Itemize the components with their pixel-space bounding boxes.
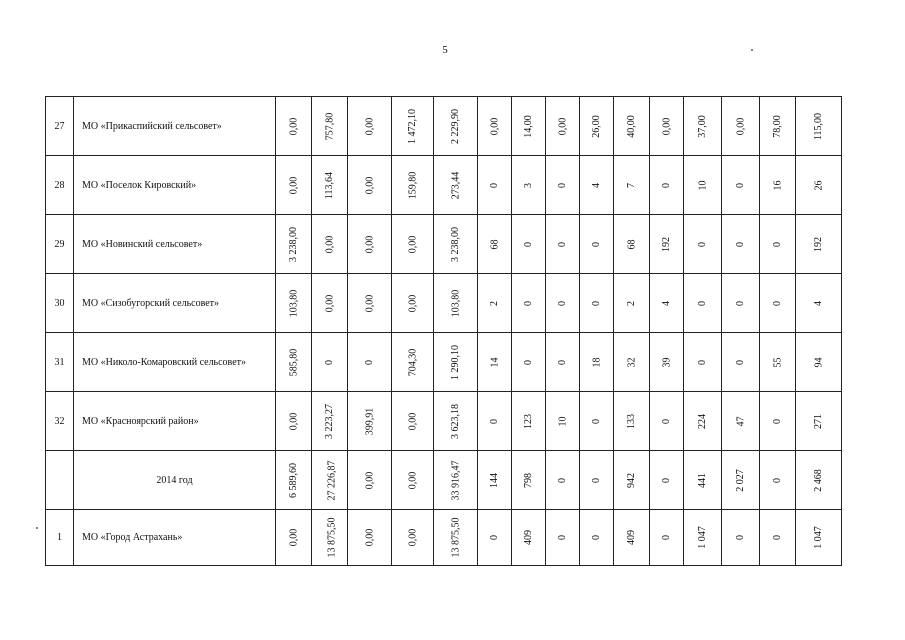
row-name: МО «Прикаспийский сельсовет» (74, 97, 276, 156)
cell-value: 0 (697, 241, 708, 247)
value-cell (796, 215, 842, 274)
value-cell (392, 510, 434, 566)
cell-value: 0 (735, 241, 746, 247)
cell-value: 0 (557, 359, 568, 365)
value-cell (684, 510, 722, 566)
cell-value: 0,00 (288, 117, 299, 135)
value-cell (796, 451, 842, 510)
cell-value: 3 (523, 182, 534, 188)
cell-value: 192 (813, 236, 824, 252)
table-row (46, 333, 842, 392)
value-cell (348, 156, 392, 215)
value-cell (478, 97, 512, 156)
cell-value: 409 (523, 530, 534, 545)
cell-value: 78,00 (772, 114, 783, 138)
value-cell (392, 333, 434, 392)
cell-value: 0 (489, 418, 500, 424)
value-cell (580, 156, 614, 215)
value-cell (614, 451, 650, 510)
cell-value: 103,80 (288, 289, 299, 317)
cell-value: 399,91 (364, 407, 375, 435)
cell-value: 0 (557, 535, 568, 540)
value-cell (580, 97, 614, 156)
value-cell (546, 451, 580, 510)
value-cell (512, 333, 546, 392)
value-cell (434, 215, 478, 274)
cell-value: 0,00 (288, 176, 299, 194)
row-name: МО «Поселок Кировский» (74, 156, 276, 215)
value-cell (650, 215, 684, 274)
row-name: МО «Сизобугорский сельсовет» (74, 274, 276, 333)
value-cell (276, 510, 312, 566)
value-cell (684, 392, 722, 451)
row-number: 1 (46, 510, 74, 566)
table-row (46, 451, 842, 510)
value-cell (546, 156, 580, 215)
value-cell (722, 97, 760, 156)
cell-value: 0 (489, 535, 500, 540)
cell-value: 0 (735, 182, 746, 188)
value-cell (512, 510, 546, 566)
row-number: 27 (46, 97, 74, 156)
value-cell (614, 215, 650, 274)
cell-value: 103,80 (450, 289, 461, 317)
cell-value: 0,00 (407, 235, 418, 253)
value-cell (434, 333, 478, 392)
cell-value: 2 468 (813, 468, 824, 492)
cell-value: 0 (523, 300, 534, 306)
cell-value: 4 (591, 182, 602, 188)
value-cell (312, 333, 348, 392)
value-cell (276, 97, 312, 156)
cell-value: 585,80 (288, 348, 299, 376)
value-cell (512, 215, 546, 274)
value-cell (478, 392, 512, 451)
value-cell (684, 451, 722, 510)
cell-value: 37,00 (697, 114, 708, 138)
cell-value: 0 (591, 418, 602, 424)
cell-value: 0 (661, 477, 672, 483)
cell-value: 0 (661, 418, 672, 424)
cell-value: 0,00 (407, 528, 418, 547)
cell-value: 0,00 (288, 528, 299, 547)
table-row (46, 274, 842, 333)
cell-value: 0 (557, 241, 568, 247)
value-cell (434, 392, 478, 451)
cell-value: 94 (813, 357, 824, 367)
value-cell (722, 510, 760, 566)
cell-value: 113,64 (323, 171, 335, 199)
value-cell (392, 392, 434, 451)
data-table (45, 96, 842, 566)
cell-value: 0 (523, 359, 534, 365)
value-cell (614, 392, 650, 451)
cell-value: 192 (661, 236, 672, 252)
cell-value: 1 290,10 (450, 344, 461, 380)
cell-value: 0 (364, 359, 375, 365)
value-cell (478, 215, 512, 274)
value-cell (312, 510, 348, 566)
value-cell (312, 451, 348, 510)
value-cell (478, 274, 512, 333)
cell-value: 26,00 (591, 114, 602, 138)
value-cell (722, 156, 760, 215)
value-cell (722, 392, 760, 451)
cell-value: 0 (591, 535, 602, 540)
value-cell (348, 392, 392, 451)
cell-value: 0,00 (489, 117, 500, 135)
cell-value: 757,80 (324, 112, 335, 140)
value-cell (796, 274, 842, 333)
value-cell (614, 156, 650, 215)
cell-value: 0 (772, 535, 783, 540)
value-cell (348, 451, 392, 510)
value-cell (684, 333, 722, 392)
cell-value: 55 (772, 357, 783, 367)
value-cell (760, 215, 796, 274)
row-number: 28 (46, 156, 74, 215)
cell-value: 68 (489, 239, 500, 249)
row-name: МО «Город Астрахань» (74, 510, 276, 566)
cell-value: 1 047 (813, 526, 824, 549)
value-cell (580, 451, 614, 510)
table-body (46, 97, 842, 566)
value-cell (684, 274, 722, 333)
value-cell (650, 156, 684, 215)
value-cell (348, 333, 392, 392)
value-cell (276, 215, 312, 274)
cell-value: 2 229,90 (450, 108, 461, 144)
value-cell (348, 215, 392, 274)
cell-value: 0 (772, 477, 783, 483)
scan-speck (36, 527, 38, 529)
cell-value: 0 (735, 300, 746, 306)
cell-value: 798 (523, 472, 534, 488)
value-cell (650, 392, 684, 451)
cell-value: 4 (813, 300, 824, 306)
value-cell (434, 156, 478, 215)
value-cell (312, 97, 348, 156)
cell-value: 0 (489, 182, 500, 188)
cell-value: 0 (661, 535, 672, 540)
value-cell (276, 392, 312, 451)
cell-value: 0,00 (407, 471, 418, 489)
cell-value: 0,00 (364, 176, 375, 194)
value-cell (546, 97, 580, 156)
cell-value: 2 027 (735, 468, 746, 492)
value-cell (512, 97, 546, 156)
value-cell (478, 451, 512, 510)
row-number: 29 (46, 215, 74, 274)
cell-value: 0,00 (364, 471, 375, 489)
cell-value: 0,00 (364, 235, 375, 253)
value-cell (650, 451, 684, 510)
value-cell (796, 392, 842, 451)
cell-value: 0,00 (324, 235, 335, 253)
cell-value: 273,44 (450, 171, 461, 199)
value-cell (348, 510, 392, 566)
cell-value: 14 (489, 357, 500, 367)
cell-value: 0,00 (661, 117, 672, 135)
value-cell (392, 215, 434, 274)
table-row (46, 156, 842, 215)
row-name: МО «Красноярский район» (74, 392, 276, 451)
cell-value: 13 875,50 (450, 517, 461, 558)
value-cell (796, 156, 842, 215)
value-cell (614, 97, 650, 156)
value-cell (760, 97, 796, 156)
cell-value: 33 916,47 (450, 460, 461, 500)
cell-value: 704,30 (407, 348, 418, 376)
value-cell (580, 333, 614, 392)
value-cell (512, 274, 546, 333)
value-cell (312, 274, 348, 333)
value-cell (614, 333, 650, 392)
cell-value: 0 (557, 182, 568, 188)
cell-value: 0 (661, 182, 672, 188)
cell-value: 942 (626, 472, 637, 488)
cell-value: 159,80 (407, 171, 418, 199)
value-cell (796, 333, 842, 392)
cell-value: 10 (697, 180, 708, 190)
cell-value: 0 (523, 241, 534, 247)
cell-value: 40,00 (626, 114, 637, 138)
value-cell (512, 156, 546, 215)
cell-value: 18 (591, 357, 602, 367)
value-cell (312, 156, 348, 215)
cell-value: 0 (772, 418, 783, 424)
row-number (46, 451, 74, 510)
page-number: 5 (442, 44, 448, 56)
cell-value: 2 (626, 300, 637, 306)
value-cell (760, 274, 796, 333)
value-cell (276, 451, 312, 510)
value-cell (392, 451, 434, 510)
scan-speck (751, 49, 753, 51)
cell-value: 0 (697, 300, 708, 306)
cell-value: 7 (626, 182, 637, 188)
value-cell (614, 274, 650, 333)
cell-value: 1 047 (697, 526, 708, 549)
value-cell (546, 510, 580, 566)
value-cell (580, 215, 614, 274)
value-cell (434, 274, 478, 333)
cell-value: 14,00 (523, 114, 534, 138)
cell-value: 3 238,00 (450, 226, 461, 262)
table-row (46, 392, 842, 451)
cell-value: 0 (324, 359, 335, 365)
value-cell (434, 451, 478, 510)
value-cell (760, 392, 796, 451)
cell-value: 409 (626, 530, 637, 545)
cell-value: 0,00 (407, 412, 418, 430)
value-cell (796, 97, 842, 156)
cell-value: 3 623,18 (450, 403, 461, 439)
value-cell (276, 274, 312, 333)
cell-value: 1 472,10 (407, 108, 418, 144)
cell-value: 0,00 (407, 294, 418, 312)
value-cell (512, 451, 546, 510)
cell-value: 224 (697, 413, 708, 429)
value-cell (722, 274, 760, 333)
cell-value: 32 (626, 357, 637, 367)
cell-value: 0 (557, 300, 568, 306)
value-cell (434, 97, 478, 156)
value-cell (650, 274, 684, 333)
value-cell (512, 392, 546, 451)
value-cell (760, 156, 796, 215)
cell-value: 3 238,00 (288, 226, 299, 262)
value-cell (546, 215, 580, 274)
cell-value: 0,00 (288, 412, 299, 430)
cell-value: 133 (626, 413, 637, 429)
value-cell (650, 333, 684, 392)
cell-value: 0,00 (364, 528, 375, 547)
cell-value: 271 (813, 413, 824, 429)
row-number: 30 (46, 274, 74, 333)
cell-value: 441 (697, 472, 708, 488)
value-cell (650, 97, 684, 156)
cell-value: 0 (735, 359, 746, 365)
value-cell (580, 392, 614, 451)
cell-value: 13 875,50 (326, 517, 338, 558)
table-row (46, 510, 842, 566)
cell-value: 47 (735, 416, 746, 426)
value-cell (614, 510, 650, 566)
cell-value: 26 (813, 180, 824, 190)
cell-value: 0,00 (557, 117, 568, 135)
cell-value: 0 (735, 535, 746, 540)
value-cell (722, 333, 760, 392)
value-cell (546, 274, 580, 333)
cell-value: 0,00 (324, 294, 335, 312)
cell-value: 16 (772, 180, 783, 190)
value-cell (684, 97, 722, 156)
value-cell (312, 215, 348, 274)
cell-value: 2 (489, 300, 500, 306)
value-cell (760, 451, 796, 510)
cell-value: 0 (591, 241, 602, 247)
row-name: 2014 год (74, 451, 276, 510)
cell-value: 0 (591, 477, 602, 483)
cell-value: 3 223,27 (324, 403, 335, 439)
table-row (46, 97, 842, 156)
cell-value: 27 226,87 (326, 460, 338, 500)
cell-value: 0 (772, 300, 783, 306)
cell-value: 123 (523, 413, 534, 429)
cell-value: 6 589,60 (288, 462, 299, 498)
value-cell (434, 510, 478, 566)
cell-value: 0 (772, 241, 783, 247)
value-cell (312, 392, 348, 451)
cell-value: 4 (661, 300, 672, 306)
value-cell (478, 333, 512, 392)
cell-value: 144 (489, 472, 500, 488)
value-cell (392, 97, 434, 156)
value-cell (546, 333, 580, 392)
value-cell (348, 274, 392, 333)
value-cell (580, 274, 614, 333)
cell-value: 39 (661, 357, 672, 367)
cell-value: 0,00 (364, 294, 375, 312)
row-name: МО «Николо-Комаровский сельсовет» (74, 333, 276, 392)
value-cell (478, 510, 512, 566)
cell-value: 10 (557, 416, 568, 426)
value-cell (722, 451, 760, 510)
value-cell (478, 156, 512, 215)
value-cell (392, 156, 434, 215)
value-cell (684, 215, 722, 274)
table-row (46, 215, 842, 274)
value-cell (546, 392, 580, 451)
cell-value: 0,00 (735, 117, 746, 135)
row-number: 32 (46, 392, 74, 451)
row-number: 31 (46, 333, 74, 392)
value-cell (580, 510, 614, 566)
value-cell (760, 333, 796, 392)
value-cell (348, 97, 392, 156)
row-name: МО «Новинский сельсовет» (74, 215, 276, 274)
cell-value: 0 (591, 300, 602, 306)
cell-value: 0 (697, 359, 708, 365)
value-cell (684, 156, 722, 215)
value-cell (276, 333, 312, 392)
cell-value: 68 (626, 239, 637, 249)
value-cell (650, 510, 684, 566)
cell-value: 115,00 (812, 112, 824, 140)
value-cell (722, 215, 760, 274)
value-cell (392, 274, 434, 333)
value-cell (796, 510, 842, 566)
cell-value: 0 (557, 477, 568, 483)
value-cell (760, 510, 796, 566)
cell-value: 0,00 (364, 117, 375, 135)
value-cell (276, 156, 312, 215)
